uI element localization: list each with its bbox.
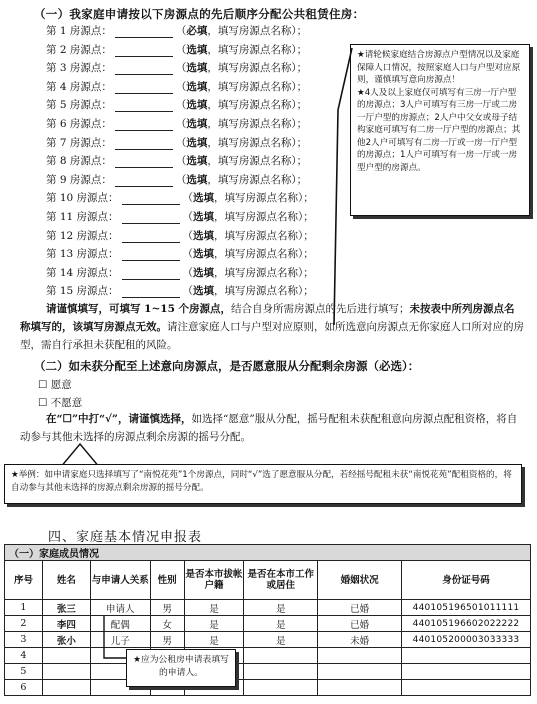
column-header: 是否本市拔帐户籍 [184, 561, 244, 600]
household-size-note-p1: ★请轮候家庭结合房源点户型情况以及家庭保障人口情况，按照家庭人口与户型对应原则，谨慎填写意向房源点！ [357, 50, 521, 85]
table-cell: 440105200003033333 [402, 632, 531, 648]
table-cell [402, 664, 531, 680]
table-cell: 440105196602022222 [402, 616, 531, 632]
column-header: 姓名 [42, 561, 90, 600]
choice-blank-field[interactable] [122, 249, 180, 261]
choice-requirement: 选填 [186, 43, 208, 56]
table-cell: 已婚 [318, 616, 402, 632]
choice-note: ，填写房源点名称）； [214, 229, 314, 242]
table-cell: 440105196501011111 [402, 600, 531, 616]
table-cell: 已婚 [318, 600, 402, 616]
house-choice-2 [46, 43, 307, 57]
choice-requirement: 选填 [193, 229, 215, 242]
choice-paren: （ [182, 211, 194, 223]
choice-label: 第 15 房源点： [46, 285, 119, 298]
example-note [4, 464, 522, 504]
table-cell: 是 [184, 632, 244, 648]
applicant-note [126, 649, 236, 687]
choice-paren: （ [175, 136, 187, 149]
choice-note: ，填写房源点名称）； [207, 62, 308, 75]
choice-note: ，填写房源点名称）； [207, 80, 308, 93]
choice-blank-field[interactable] [115, 175, 173, 187]
fill-instructions [20, 300, 525, 354]
choice-blank-field[interactable] [115, 45, 173, 57]
column-header: 身份证号码 [402, 561, 531, 600]
choice-blank-field[interactable] [115, 26, 173, 38]
table-cell [244, 664, 318, 680]
choice-note: ，填写房源点名称）； [207, 25, 308, 37]
table-cell: 李四 [42, 616, 90, 632]
choice-requirement: 选填 [186, 80, 208, 93]
table-cell: 申请人 [90, 600, 150, 616]
table-cell: 是 [244, 616, 318, 632]
choice-paren: （ [175, 118, 187, 130]
choice-note: ，填写房源点名称）； [207, 155, 308, 168]
table-cell: 男 [150, 632, 184, 648]
choice-requirement: 选填 [193, 211, 215, 223]
choice-note: ，填写房源点名称）； [214, 248, 314, 261]
choice-label: 第 11 房源点： [46, 211, 119, 223]
fill-instr-text-1: 结合自身所需房源点的先后进行填写； [231, 303, 410, 315]
choice-blank-field[interactable] [122, 268, 180, 280]
choice-blank-field[interactable] [122, 212, 180, 224]
choice-note: ，填写房源点名称）； [207, 173, 308, 186]
house-choice-4 [46, 80, 307, 94]
table-cell [318, 664, 402, 680]
example-note-text: ★举例：如申请家庭只选择填写了“南悦花苑”1个房源点，同时“√”选了愿意服从分配，若经摇号配租未获“南悦花苑”配租资格的，将自动参与其他未选择的房源点剩余房源的摇号分配。 [11, 470, 512, 493]
house-choice-7 [46, 136, 307, 150]
table-cell [402, 680, 531, 696]
fill-instr-text-2: 请注意家庭人口与户型对应原则，如所选意向房源点无你家庭人口所对应的房型，需自行承担未获配租的风险。 [20, 321, 524, 351]
choice-paren: （ [175, 43, 187, 56]
section-1-title: （一）我家庭申请按以下房源点的先后顺序分配公共租赁住房： [34, 7, 365, 21]
house-choice-10 [46, 191, 314, 205]
column-header: 是否在本市工作或居住 [244, 561, 318, 600]
choice-requirement: 必填 [186, 25, 208, 37]
table-cell [244, 680, 318, 696]
choice-requirement: 选填 [186, 62, 208, 75]
table-cell: 1 [5, 600, 43, 616]
column-header: 与申请人关系 [90, 561, 150, 600]
table-cell: 女 [150, 616, 184, 632]
house-choice-12 [46, 229, 314, 243]
house-choice-15 [46, 284, 314, 298]
applicant-note-text: ★应为公租房申请表填写的申请人。 [133, 655, 229, 678]
choice-paren: （ [175, 99, 187, 112]
table-cell: 是 [244, 600, 318, 616]
choice-requirement: 选填 [186, 173, 208, 186]
table-row [5, 616, 531, 632]
choice-blank-field[interactable] [115, 156, 173, 168]
choice-label: 第 4 房源点： [46, 80, 112, 93]
table-cell: 张小 [42, 632, 90, 648]
house-choice-5 [46, 98, 307, 112]
table-cell [402, 648, 531, 664]
choice-paren: （ [182, 285, 194, 298]
choice-paren: （ [175, 173, 187, 186]
house-choice-9 [46, 173, 307, 187]
table-row [5, 600, 531, 616]
table-cell: 6 [5, 680, 43, 696]
table-cell: 3 [5, 632, 43, 648]
table-cell: 2 [5, 616, 43, 632]
fill-instr-bold-1: 请谨慎填写，可填写 1~15 个房源点， [46, 303, 232, 315]
table-cell: 配偶 [90, 616, 150, 632]
table-row [5, 664, 531, 680]
choice-label: 第 8 房源点： [46, 155, 112, 168]
choice-label: 第 2 房源点： [46, 43, 112, 56]
choice-note: ，填写房源点名称）； [214, 285, 314, 298]
table-cell: 是 [184, 616, 244, 632]
table-cell: 是 [244, 632, 318, 648]
choice-paren: （ [175, 155, 187, 168]
table-cell [318, 648, 402, 664]
choice-requirement: 选填 [186, 136, 208, 149]
house-choice-14 [46, 266, 314, 280]
choice-paren: （ [175, 25, 187, 37]
choice-paren: （ [182, 229, 194, 242]
choice-requirement: 选填 [193, 285, 215, 298]
choice-label: 第 13 房源点： [46, 248, 119, 261]
choice-requirement: 选填 [186, 118, 208, 130]
choice-label: 第 9 房源点： [46, 173, 112, 186]
table-body [5, 600, 531, 696]
option-willing[interactable]: ☐ 愿意 [38, 379, 72, 391]
table-cell: 男 [150, 600, 184, 616]
choice-note: ，填写房源点名称）； [207, 136, 308, 149]
choice-blank-field[interactable] [122, 231, 180, 243]
table-row [5, 648, 531, 664]
column-header: 婚姻状况 [318, 561, 402, 600]
fill-instr-bold-2: 未按表中所列房源点名称填写的，该填写房源点无效。 [20, 303, 515, 333]
house-choice-3 [46, 61, 307, 75]
table-row [5, 632, 531, 648]
choice-requirement: 选填 [186, 155, 208, 168]
section-2-title: （二）如未获分配至上述意向房源点，是否愿意服从分配剩余房源（必选）： [34, 359, 420, 373]
column-header: 序号 [5, 561, 43, 600]
house-choice-1 [46, 24, 307, 38]
house-choice-11 [46, 210, 314, 224]
table-cell [42, 664, 90, 680]
choice-instr-text: 如选择“愿意”服从分配，摇号配租未获配租意向房源点配租资格，将自动参与其他未选择的房源点剩余房源的摇号分配。 [20, 413, 518, 443]
choice-label: 第 10 房源点： [46, 192, 119, 205]
note-pointer-line [320, 40, 360, 330]
choice-paren: （ [175, 80, 187, 93]
household-size-note [350, 44, 530, 216]
table-cell: 4 [5, 648, 43, 664]
choice-note: ，填写房源点名称）； [214, 192, 314, 205]
choice-requirement: 选填 [193, 266, 215, 279]
choice-blank-field[interactable] [122, 193, 180, 205]
table-cell: 5 [5, 664, 43, 680]
choice-paren: （ [175, 62, 187, 75]
choice-requirement: 选填 [193, 248, 215, 261]
table-cell [42, 680, 90, 696]
choice-paren: （ [182, 266, 194, 279]
table-cell: 未婚 [318, 632, 402, 648]
choice-paren: （ [182, 248, 194, 261]
choice-label: 第 1 房源点： [46, 25, 112, 37]
choice-blank-field[interactable] [115, 138, 173, 150]
choice-note: ，填写房源点名称）； [207, 99, 308, 112]
table-row [5, 680, 531, 696]
table-cell [244, 648, 318, 664]
choice-label: 第 6 房源点： [46, 118, 112, 130]
table-title: 四、家庭基本情况申报表 [48, 530, 203, 545]
choice-note: ，填写房源点名称）； [207, 118, 308, 130]
table-header-row [5, 561, 531, 600]
choice-blank-field[interactable] [115, 100, 173, 112]
choice-blank-field[interactable] [115, 63, 173, 75]
house-choice-6 [46, 117, 307, 131]
table-cell [42, 648, 90, 664]
family-members-group-label: （一）家庭成员情况 [5, 545, 531, 561]
table-cell: 张三 [42, 600, 90, 616]
choice-label: 第 7 房源点： [46, 136, 112, 149]
choice-blank-field[interactable] [122, 286, 180, 298]
choice-label: 第 5 房源点： [46, 99, 112, 112]
house-choice-13 [46, 247, 314, 261]
choice-blank-field[interactable] [115, 82, 173, 94]
choice-label: 第 12 房源点： [46, 229, 119, 242]
family-members-table [4, 544, 531, 696]
choice-requirement: 选填 [193, 192, 215, 205]
house-choice-8 [46, 154, 307, 168]
choice-paren: （ [182, 192, 194, 205]
table-cell: 儿子 [90, 632, 150, 648]
choice-label: 第 14 房源点： [46, 266, 119, 279]
choice-note: ，填写房源点名称）； [207, 43, 308, 56]
choice-note: ，填写房源点名称）； [214, 266, 314, 279]
choice-note: ，填写房源点名称）； [214, 211, 314, 223]
choice-label: 第 3 房源点： [46, 62, 112, 75]
column-header: 性别 [150, 561, 184, 600]
choice-blank-field[interactable] [115, 119, 173, 131]
choice-instr-bold: 在“☐”中打“√”，请谨慎选择， [46, 413, 192, 425]
household-size-note-p2: ★4人及以上家庭仅可填写有三房一厅户型的房源点；3人户可填写有三房一厅或二房一厅户型的房源点；2人户中父女或母子结构家庭可填写有二房一厅户型的房源点；其他2人户可填写有二房一厅或一房一厅户型的房源点；1人户可填写有一房一厅或一房型户型的房源点。 [357, 87, 521, 173]
option-unwilling[interactable]: ☐ 不愿意 [38, 397, 83, 409]
table-cell [318, 680, 402, 696]
choice-requirement: 选填 [186, 99, 208, 112]
table-cell: 是 [184, 600, 244, 616]
